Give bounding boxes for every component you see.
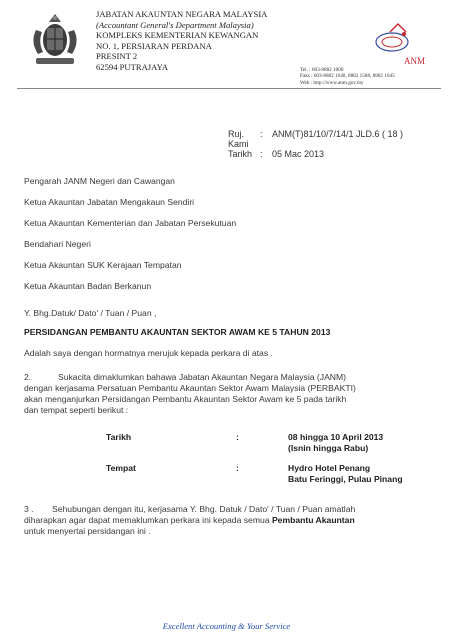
letterhead-divider <box>17 88 441 89</box>
recipient: Ketua Akauntan Kementerian dan Jabatan Persekutuan <box>24 218 237 228</box>
letter-date: 05 Mac 2013 <box>272 149 325 159</box>
paragraph-2-line: dengan kerjasama Persatuan Pembantu Akauntan Sektor Awam Malaysia (PERBAKTI) <box>24 383 356 393</box>
date-colon: : <box>260 149 263 159</box>
complex-name: KOMPLEKS KEMENTERIAN KEWANGAN <box>96 30 259 41</box>
recipient: Ketua Akauntan Jabatan Mengakaun Sendiri <box>24 197 195 207</box>
recipient: Bendahari Negeri <box>24 239 91 249</box>
details-venue-label: Tempat <box>106 463 136 473</box>
details-date-label: Tarikh <box>106 432 132 442</box>
paragraph-3-text: diharapkan agar dapat memaklumkan perkara ini kepada semua <box>24 515 272 525</box>
event-days: (Isnin hingga Rabu) <box>288 443 369 453</box>
recipient: Ketua Akauntan SUK Kerajaan Tempatan <box>24 260 182 270</box>
letterhead-address <box>96 9 267 73</box>
paragraph-3-emphasis: Pembantu Akauntan <box>271 515 355 525</box>
paragraph-2-line: Sukacita dimaklumkan bahawa Jabatan Akauntan Negara Malaysia (JANM) <box>58 372 347 382</box>
agency-name-english: (Accountant General's Department Malaysia) <box>96 19 254 30</box>
recipient: Pengarah JANM Negeri dan Cawangan <box>24 176 175 186</box>
anm-logo <box>370 22 442 70</box>
paragraph-3-line <box>24 515 355 525</box>
details-venue-colon: : <box>236 463 239 473</box>
contact-details <box>300 67 395 86</box>
reference-label: Ruj. Kami <box>228 129 249 149</box>
reference-number: ANM(T)81/10/7/14/1 JLD.6 ( 18 ) <box>272 129 404 139</box>
subject-heading: PERSIDANGAN PEMBANTU AKAUNTAN SEKTOR AWAM KE 5 TAHUN 2013 <box>24 327 331 337</box>
date-label: Tarikh <box>228 149 253 159</box>
logo-text: ANM <box>404 56 426 66</box>
event-location: Batu Feringgi, Pulau Pinang <box>288 474 403 484</box>
website: Web : http://www.anm.gov.my <box>300 79 364 86</box>
paragraph-3-line: untuk menyertai persidangan ini . <box>24 526 151 536</box>
precinct: PRESINT 2 <box>96 51 138 62</box>
fax: Faks : 603-8882 1640, 8882 1588, 8882 1045 <box>300 73 395 80</box>
paragraph-2-line: akan menganjurkan Persidangan Pembantu Akauntan Sektor Awam ke 5 pada tarikh <box>24 394 347 404</box>
coat-of-arms-icon <box>22 8 88 74</box>
paragraph-2-line: dan tempat seperti berikut : <box>24 405 129 415</box>
footer-tagline: Excellent Accounting & Your Service <box>162 621 291 631</box>
paragraph-3-number: 3 . <box>24 504 34 514</box>
reference-colon: : <box>260 129 263 139</box>
event-date: 08 hingga 10 April 2013 <box>288 432 384 442</box>
salutation: Y. Bhg.Datuk/ Dato' / Tuan / Puan , <box>24 308 157 318</box>
telephone: Tel. : 603-8882 1000 <box>300 67 344 73</box>
paragraph-2-number: 2. <box>24 372 32 382</box>
event-venue: Hydro Hotel Penang <box>288 463 371 473</box>
paragraph-1: Adalah saya dengan hormatnya merujuk kepada perkara di atas . <box>24 348 273 358</box>
details-date-colon: : <box>236 432 239 442</box>
street-address: NO. 1, PERSIARAN PERDANA <box>96 40 212 51</box>
paragraph-3-line: Sehubungan dengan itu, kerjasama Y. Bhg. Datuk / Dato' / Tuan / Puan amatlah <box>52 504 356 514</box>
postcode-city: 62594 PUTRAJAYA <box>96 61 169 72</box>
agency-name: JABATAN AKAUNTAN NEGARA MALAYSIA <box>96 9 268 19</box>
recipient: Ketua Akauntan Badan Berkanun <box>24 281 152 291</box>
